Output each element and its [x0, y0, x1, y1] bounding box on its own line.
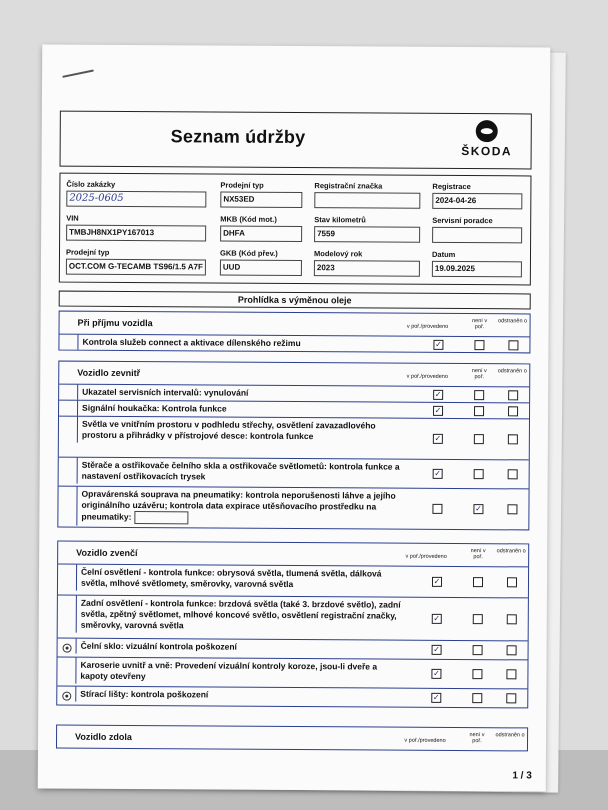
field-value: 19.09.2025: [432, 261, 522, 278]
checklist-row: [59, 458, 529, 490]
checkbox-v-po-provedeno[interactable]: ✓: [433, 668, 440, 678]
field-gkb: [220, 249, 302, 277]
field-datum: [432, 250, 522, 278]
section-3: [56, 725, 528, 752]
section-title: Vozidlo zvenčí: [76, 547, 138, 559]
checkbox-v-po-provedeno[interactable]: ✓: [433, 613, 441, 623]
inspection-title: Prohlídka s výměnou oleje: [59, 291, 531, 310]
checkbox-v-po-provedeno[interactable]: ✓: [434, 405, 442, 415]
target-marker-icon: [62, 692, 71, 701]
checklist-item-label: Signální houkačka: Kontrola funkce: [82, 402, 227, 414]
checkbox-nen-v-po-[interactable]: [474, 340, 484, 350]
checkbox-v-po-provedeno[interactable]: ✓: [432, 692, 440, 702]
field-value: 2023: [314, 260, 420, 277]
checkbox-nen-v-po-[interactable]: [474, 390, 484, 400]
checklist-row: [59, 335, 529, 353]
checkbox-v-po-provedeno[interactable]: ✓: [434, 468, 442, 478]
field-value: [432, 227, 522, 244]
checkbox-odstran-n-o[interactable]: [507, 577, 517, 587]
section-header: [59, 362, 529, 388]
section-1: [57, 361, 530, 531]
column-header-c3: odstraněn o: [497, 368, 527, 375]
checklist-item-label: Zadní osvětlení - kontrola funkce: brzdová světla (také 3. brzdové světlo), zadní světla, zpětný světlomet, mlhové koncové světlo, osvětlení registrační značky, směrovky, varovná světla: [80, 597, 401, 631]
checkbox-odstran-n-o[interactable]: [506, 693, 516, 703]
section-title: Při příjmu vozidla: [77, 317, 153, 329]
checkbox-nen-v-po-[interactable]: [473, 614, 483, 624]
checkbox-nen-v-po-[interactable]: [473, 577, 483, 587]
checkbox-v-po-provedeno[interactable]: ✓: [433, 644, 440, 654]
field-registracni-znacka: [314, 181, 420, 209]
field-value: OCT.COM G-TECAMB TS96/1.5 A7F: [66, 259, 206, 276]
checklist-row: [59, 417, 529, 461]
checklist-row: [58, 565, 528, 599]
brand-name: ŠKODA: [461, 144, 513, 159]
field-value: 7559: [314, 226, 420, 243]
checklist-item-label: Stírací lišty: kontrola poškození: [80, 688, 209, 700]
field-label: Prodejní typ: [65, 247, 110, 257]
checklist-item-text: [76, 639, 401, 656]
section-header: [60, 312, 530, 338]
column-header-c2: není v poř.: [470, 548, 486, 561]
checklist-item-text: [77, 417, 402, 445]
checkbox-odstran-n-o[interactable]: [508, 390, 518, 400]
checkbox-nen-v-po-[interactable]: [474, 406, 484, 416]
checkbox-nen-v-po-[interactable]: [474, 434, 484, 444]
field-label: Registrační značka: [314, 181, 383, 191]
checklist-item-text: [76, 487, 401, 528]
field-registrace: [432, 182, 522, 210]
checklist-row: [57, 658, 527, 690]
checklist-item-label: Karoserie uvnitř a vně: Provedení vizuální kontroly koroze, jsou-li dveře a kapoty otevřeny: [80, 659, 378, 682]
checklist-item-text: [77, 335, 402, 352]
column-header-c2: není v poř.: [471, 368, 487, 381]
section-2: [56, 541, 529, 709]
field-label: VIN: [66, 213, 79, 223]
checklist-item-label: Čelní osvětlení - kontrola funkce: obrysová světla, tlumená světla, dálková světla, mlhové světlomety, směrovky, varovná světla: [80, 566, 382, 589]
field-vin: [66, 214, 206, 242]
section-title: Vozidlo zevnitř: [77, 367, 141, 379]
checkbox-odstran-n-o[interactable]: [507, 645, 517, 655]
column-header-c1: v poř./provedeno: [405, 553, 447, 560]
checkbox-nen-v-po-[interactable]: [473, 645, 483, 655]
column-header-c3: odstraněn o: [496, 548, 526, 555]
checkbox-nen-v-po-[interactable]: [474, 469, 484, 479]
field-label: Číslo zakázky: [66, 179, 116, 189]
skoda-logo: [457, 120, 517, 158]
field-prodejni-typ: [220, 181, 302, 209]
skoda-arrow-icon: [476, 120, 498, 142]
checklist-row: [58, 487, 528, 530]
checklist-item-label: Světla ve vnitřním prostoru v podhledu střechy, osvětlení zavazadlového prostoru a přihrádky v přístrojové desce: kontrola funkce: [81, 418, 376, 442]
checkbox-odstran-n-o[interactable]: [508, 340, 518, 350]
column-header-c1: v poř./provedeno: [404, 737, 446, 744]
checklist-item-label: Opravárenská souprava na pneumatiky: kontrola neporušenosti láhve a jejího originálního uzávěru; kontrola data expirace utěsňovacího prostředku na pneumatiky:: [81, 488, 396, 522]
checklist-item-text: [75, 658, 400, 686]
column-header-c3: odstraněn o: [498, 318, 528, 325]
section-header: [57, 726, 527, 751]
field-label: Registrace: [432, 181, 471, 192]
checkbox-odstran-n-o[interactable]: [508, 406, 518, 416]
checkbox-nen-v-po-[interactable]: [472, 693, 482, 703]
target-marker-icon: [63, 644, 72, 653]
checkbox-odstran-n-o[interactable]: [508, 434, 518, 444]
column-header-c1: v poř./provedeno: [406, 323, 449, 330]
field-servisni-poradce: [432, 216, 522, 244]
pen-mark: [62, 69, 94, 77]
field-stav-kilometru: [314, 215, 420, 243]
column-header-c2: není v poř.: [472, 318, 488, 331]
checklist-item-label: Ukazatel servisních intervalů: vynulování: [82, 386, 249, 398]
checkbox-v-po-provedeno[interactable]: ✓: [433, 576, 441, 586]
field-value: DHFA: [220, 226, 302, 243]
field-label: Servisní poradce: [432, 215, 493, 226]
field-label: Modelový rok: [313, 249, 363, 259]
checklist-row: [58, 596, 528, 642]
checklist-item-label: Kontrola služeb connect a aktivace dílenského režimu: [82, 336, 301, 349]
section-header: [58, 542, 528, 568]
field-value: 2024-04-26: [432, 193, 522, 210]
checklist-item-label: Stěrače a ostřikovače čelního skla a ostřikovače světlometů: kontrola funkce a nastavení ostřikovacích trysek: [81, 459, 400, 482]
checkbox-odstran-n-o[interactable]: [507, 504, 517, 514]
checkbox-v-po-provedeno[interactable]: ✓: [434, 389, 442, 399]
checklist-item-text: [76, 596, 401, 635]
checkbox-nen-v-po-[interactable]: [472, 669, 482, 679]
checklist-item-text: [77, 385, 402, 402]
checkbox-odstran-n-o[interactable]: [506, 669, 516, 679]
field-value: NX53ED: [220, 192, 302, 209]
column-header-c2: není v poř.: [469, 732, 485, 745]
page-number: 1 / 3: [512, 770, 532, 782]
field-prodejni-typ-2: [66, 248, 206, 276]
checklist-item-text: [77, 401, 402, 418]
field-cislo-zakazky: [66, 180, 206, 208]
checklist-row: [57, 687, 527, 708]
checklist-item-text: [75, 687, 400, 704]
checklist-item-text: [76, 565, 401, 593]
expiry-date-field[interactable]: [134, 511, 188, 524]
checklist-item-label: Čelní sklo: vizuální kontrola poškození: [80, 640, 237, 652]
checkbox-v-po-provedeno[interactable]: [432, 504, 442, 514]
section-title: Vozidlo zdola: [75, 731, 132, 743]
checklist-item-text: [77, 458, 402, 486]
field-mkb: [220, 215, 302, 243]
column-header-c1: v poř./provedeno: [406, 373, 448, 380]
checkbox-odstran-n-o[interactable]: [507, 614, 517, 624]
checkbox-nen-v-po-[interactable]: ✓: [475, 504, 482, 514]
vehicle-info: [59, 173, 532, 286]
document-header: [60, 111, 532, 170]
field-label: GKB (Kód přev.): [219, 248, 278, 258]
column-header-c3: odstraněn o: [495, 732, 525, 739]
document-page: [38, 44, 551, 791]
field-label: Prodejní typ: [220, 180, 264, 190]
field-value: [314, 192, 420, 209]
document-title: Seznam údržby: [170, 126, 306, 148]
checkbox-odstran-n-o[interactable]: [508, 469, 518, 479]
field-label: Stav kilometrů: [314, 215, 366, 225]
checkbox-v-po-provedeno[interactable]: ✓: [435, 339, 442, 349]
field-value: TMBJH8NX1PY167013: [66, 225, 206, 242]
field-modelovy-rok: [314, 249, 420, 277]
field-label: Datum: [431, 249, 456, 259]
field-value: UUD: [220, 260, 302, 277]
field-value: 2025-0605: [66, 191, 206, 208]
field-label: MKB (Kód mot.): [220, 214, 277, 224]
section-0: [58, 311, 530, 354]
checkbox-v-po-provedeno[interactable]: ✓: [434, 433, 442, 443]
